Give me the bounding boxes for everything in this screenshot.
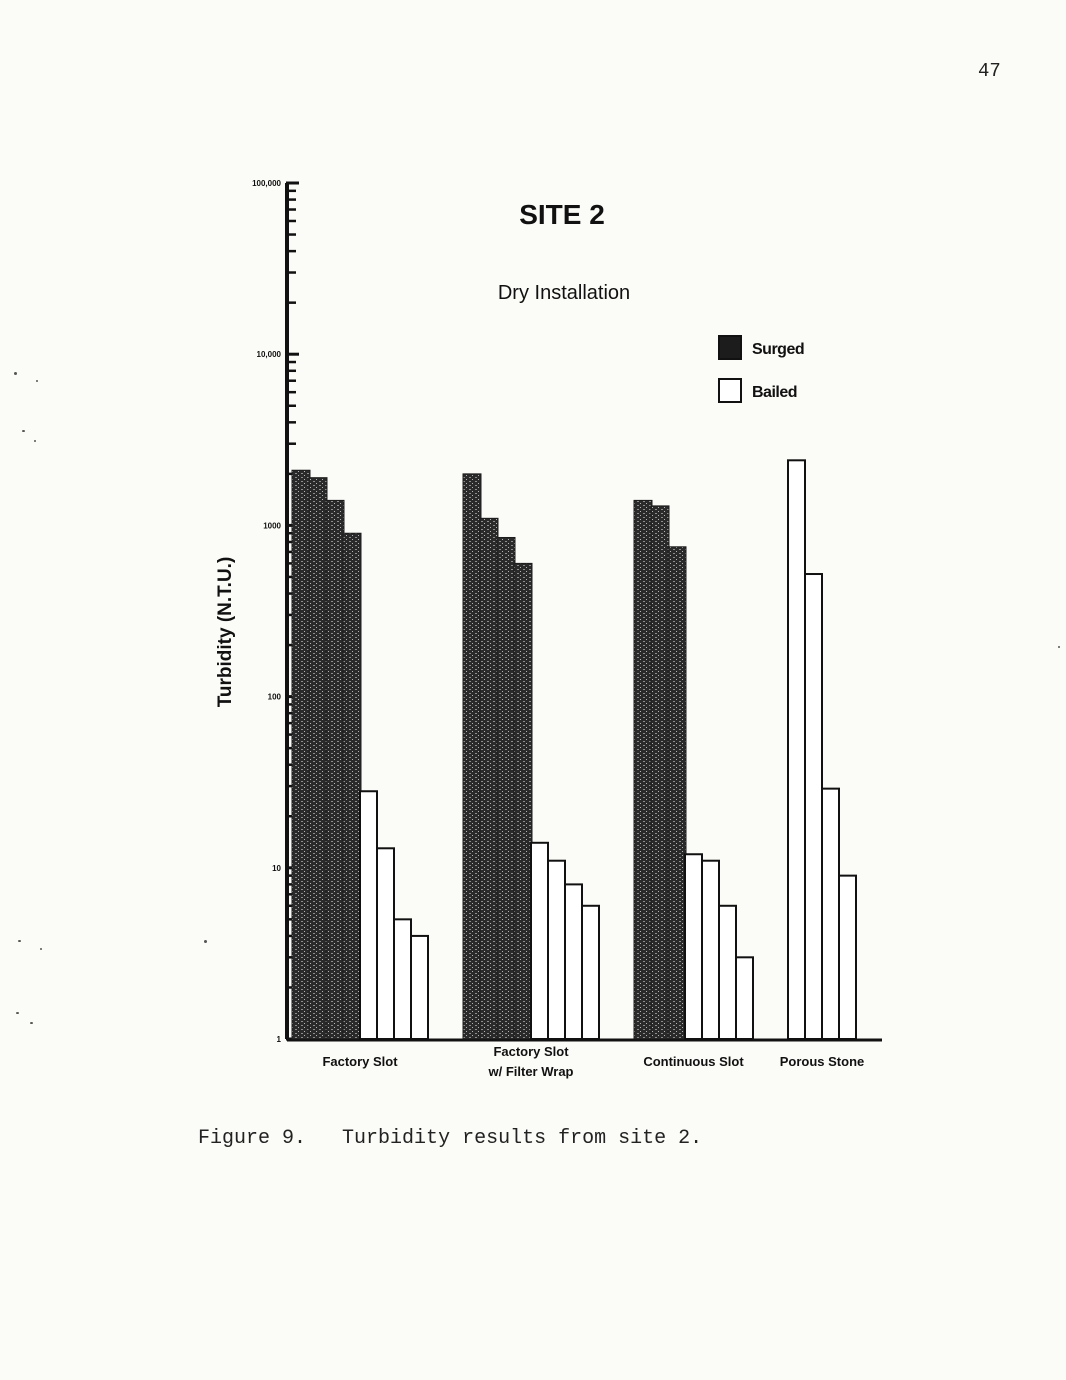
- bar-surged: [343, 533, 361, 1039]
- bar-bailed: [702, 861, 719, 1039]
- bars-layer: [292, 460, 864, 1079]
- scan-speck: [204, 940, 207, 943]
- y-tick-label: 10: [272, 863, 281, 873]
- bar-bailed: [736, 957, 753, 1039]
- legend-swatch: [719, 379, 741, 402]
- bar-surged: [309, 478, 327, 1039]
- scan-speck: [22, 430, 25, 432]
- bar-bailed: [685, 854, 702, 1039]
- bar-bailed: [582, 906, 599, 1039]
- bar-bailed: [531, 843, 548, 1039]
- y-tick-label: 1: [276, 1035, 281, 1044]
- x-category-label: Factory Slot: [493, 1044, 569, 1059]
- scan-speck: [34, 440, 36, 442]
- y-tick-label: 10,000: [256, 350, 281, 360]
- bar-bailed: [788, 460, 805, 1039]
- scan-speck: [18, 940, 21, 942]
- bar-bailed: [805, 574, 822, 1039]
- x-category-label: Porous Stone: [779, 1054, 865, 1069]
- scan-speck: [40, 948, 42, 950]
- x-category-label: Continuous Slot: [643, 1054, 744, 1069]
- y-tick-label: 1000: [263, 521, 281, 531]
- chart-subtitle: Dry Installation: [497, 282, 631, 304]
- bar-surged: [514, 563, 532, 1039]
- bar-surged: [326, 500, 344, 1039]
- bar-bailed: [360, 791, 377, 1039]
- legend-label: Surged: [752, 341, 805, 358]
- scan-speck: [14, 372, 17, 375]
- bar-surged: [634, 500, 652, 1039]
- bar-bailed: [565, 884, 582, 1039]
- bar-surged: [651, 506, 669, 1039]
- bar-surged: [292, 470, 310, 1039]
- bar-bailed: [377, 848, 394, 1039]
- y-tick-label: 100: [267, 692, 281, 702]
- caption-text: Turbidity results from site 2.: [342, 1127, 703, 1150]
- bar-surged: [497, 537, 515, 1039]
- bar-surged: [668, 547, 686, 1039]
- page-number: 47: [978, 60, 1001, 82]
- bar-bailed: [394, 919, 411, 1039]
- bar-surged: [480, 518, 498, 1039]
- scan-speck: [36, 380, 38, 382]
- scan-speck: [30, 1022, 33, 1024]
- legend-swatch: [719, 336, 741, 359]
- bar-bailed: [411, 936, 428, 1039]
- y-tick-label: 100,000: [252, 179, 281, 188]
- caption-label: Figure 9.: [198, 1127, 307, 1150]
- scan-speck: [1058, 646, 1060, 648]
- bar-bailed: [839, 876, 856, 1039]
- legend: [719, 336, 804, 402]
- legend-label: Bailed: [752, 384, 798, 401]
- bar-bailed: [548, 861, 565, 1039]
- figure-caption: [198, 1127, 702, 1150]
- chart-title: SITE 2: [519, 199, 605, 230]
- bar-bailed: [822, 789, 839, 1039]
- x-category-label: w/ Filter Wrap: [488, 1064, 574, 1079]
- x-category-label: Factory Slot: [322, 1054, 398, 1069]
- scan-speck: [16, 1012, 19, 1014]
- bar-surged: [463, 474, 481, 1039]
- y-axis-label: Turbidity (N.T.U.): [215, 556, 236, 708]
- bar-bailed: [719, 906, 736, 1039]
